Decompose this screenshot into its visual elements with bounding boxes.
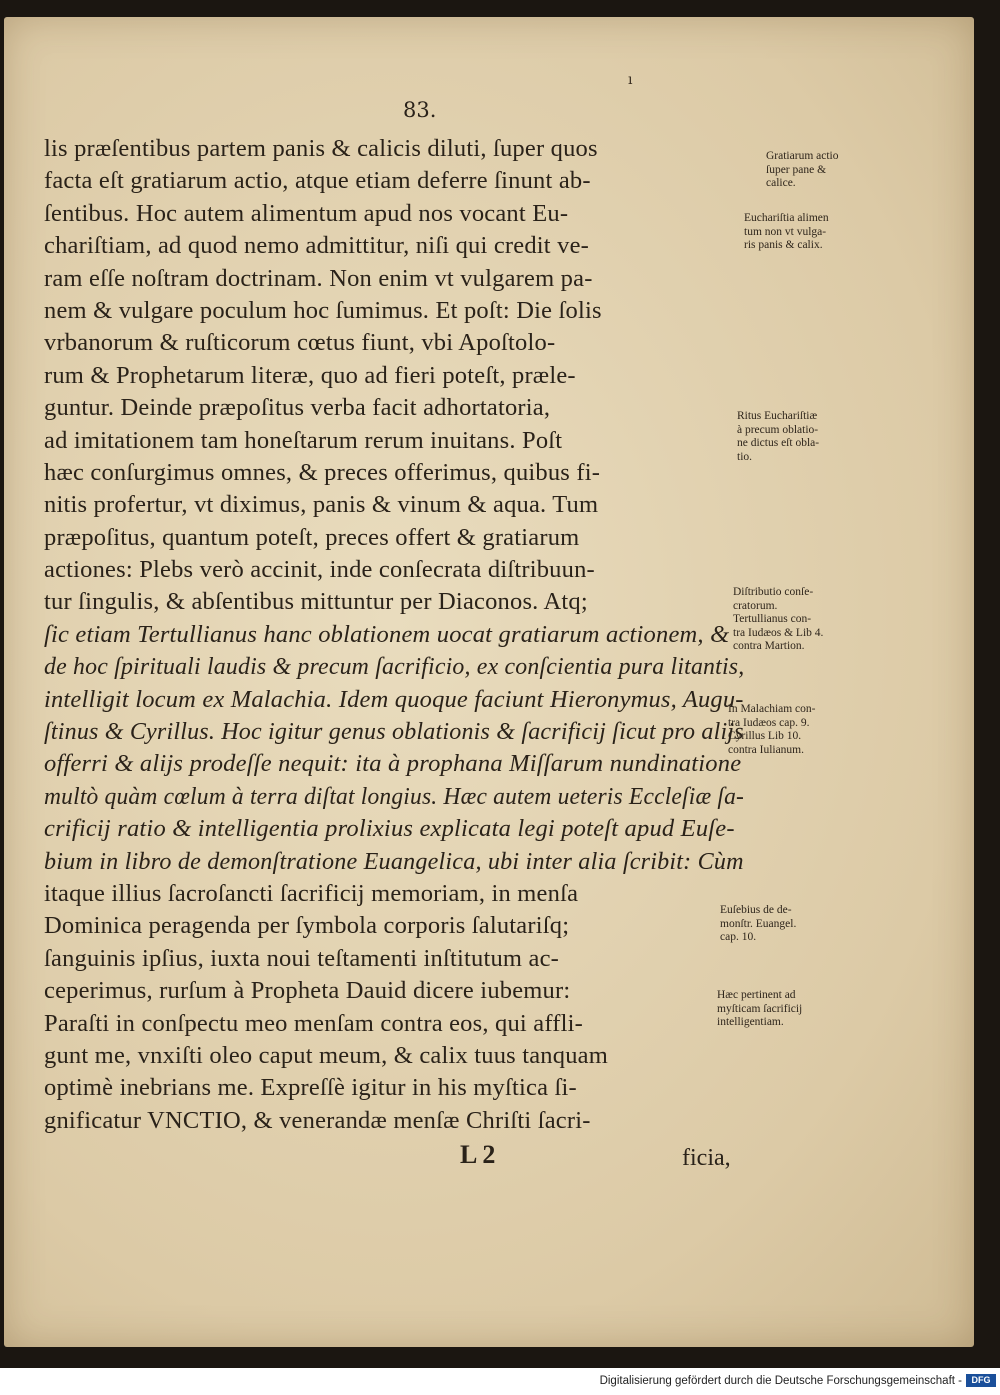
text-line: intelligit locum ex Malachia. Idem quoque faciunt Hieronymus, Augu- <box>44 685 744 713</box>
margin-note-line: tra Iudæos cap. 9. <box>728 716 810 729</box>
text-line: ceperimus, rurſum à Propheta Dauid dicere iubemur: <box>44 977 571 1005</box>
text-line: ſtinus & Cyrillus. Hoc igitur genus oblationis & ſacrificij ſicut pro alijs <box>44 718 744 746</box>
margin-note-line: tra Iudæos & Lib 4. <box>733 626 824 639</box>
text-line: ram eſſe noſtram doctrinam. Non enim vt vulgarem pa- <box>44 264 593 292</box>
margin-note-line: tio. <box>737 450 753 463</box>
text-line: de hoc ſpirituali laudis & precum ſacrificio, ex conſcientia pura litantis, <box>44 653 745 681</box>
margin-note-1 <box>766 150 916 191</box>
margin-note-line: contra Martion. <box>733 640 805 652</box>
text-line: bium in libro de demonſtratione Euangelica, ubi inter alia ſcribit: Cùm <box>44 847 744 875</box>
printer-mark: ı <box>628 72 633 88</box>
text-line: præpoſitus, quantum poteſt, preces offert & gratiarum <box>44 523 580 551</box>
margin-note-line: ris panis & calix. <box>744 239 823 251</box>
dfg-logo: DFG <box>966 1374 996 1387</box>
page-number: 83. <box>403 98 437 122</box>
text-line: tur ſingulis, & abſentibus mittuntur per Diaconos. Atq; <box>44 588 588 616</box>
text-line: actiones: Plebs verò accinit, inde conſecrata diſtribuun- <box>44 556 595 584</box>
text-line: Paraſti in conſpectu meo menſam contra eos, qui affli- <box>44 1009 583 1037</box>
text-line: facta eſt gratiarum actio, atque etiam deferre ſinunt ab- <box>44 167 591 195</box>
margin-note-line: calice. <box>766 177 796 189</box>
text-line: ſanguinis ipſius, iuxta noui teſtamenti inſtitutum ac- <box>44 944 560 972</box>
margin-note-line: Euſebius de de- <box>720 904 792 916</box>
margin-note-line: Hæc pertinent ad <box>717 989 796 1001</box>
footer-bar <box>0 1368 1000 1395</box>
text-line: offerri & alijs prodeſſe nequit: ita à prophana Miſſarum nundinatione <box>44 750 742 778</box>
text-line: itaque illius ſacroſancti ſacrificij memoriam, in menſa <box>44 879 579 907</box>
text-line: vrbanorum & ruſticorum cœtus fiunt, vbi Apoſtolo- <box>44 329 556 357</box>
text-line: gunt me, vnxiſti oleo caput meum, & calix tuus tanquam <box>44 1041 608 1069</box>
margin-note-line: Gratiarum actio <box>766 150 839 162</box>
text-line: multò quàm cœlum à terra diſtat longius. Hæc autem ueteris Eccleſiæ ſa- <box>44 782 745 810</box>
text-line: nem & vulgare poculum hoc ſumimus. Et poſt: Die ſolis <box>44 296 602 324</box>
margin-note-3 <box>737 410 887 464</box>
text-line: hæc conſurgimus omnes, & preces offerimus, quibus fi- <box>44 458 601 486</box>
margin-note-4 <box>733 586 883 654</box>
margin-note-line: intelligentiam. <box>717 1016 784 1028</box>
margin-note-6 <box>720 904 870 945</box>
margin-note-line: monſtr. Euangel. <box>720 917 797 930</box>
margin-note-line: Tertullianus con- <box>733 613 812 625</box>
margin-note-line: ſuper pane & <box>766 163 827 176</box>
text-line: nitis profertur, vt diximus, panis & vinum & aqua. Tum <box>44 491 599 519</box>
main-text-block <box>44 133 744 1137</box>
text-line: gnificatur VNCTIO, & venerandæ menſæ Chriſti ſacri- <box>44 1106 591 1134</box>
margin-note-2 <box>744 212 894 253</box>
text-line: chariſtiam, ad quod nemo admittitur, niſi qui credit ve- <box>44 232 589 260</box>
margin-note-line: tum non vt vulga- <box>744 225 827 238</box>
margin-note-line: Diſtributio conſe- <box>733 586 814 598</box>
margin-note-line: contra Iulianum. <box>728 743 805 756</box>
margin-note-line: myſticam ſacrificij <box>717 1002 803 1015</box>
signature-mark: L 2 <box>460 1140 496 1169</box>
text-line: ſic etiam Tertullianus hanc oblationem uocat gratiarum actionem, & <box>44 620 730 648</box>
text-line: optimè inebrians me. Expreſſè igitur in his myſtica ſi- <box>44 1074 577 1102</box>
catchword: ficia, <box>682 1145 731 1171</box>
text-line: rum & Prophetarum literæ, quo ad fieri poteſt, præle- <box>44 361 576 389</box>
text-line: lis præſentibus partem panis & calicis diluti, ſuper quos <box>44 135 598 162</box>
margin-note-line: Euchariſtia alimen <box>744 212 829 224</box>
margin-note-line: Cyrillus Lib 10. <box>728 730 802 742</box>
margin-note-line: à precum oblatio- <box>737 423 819 436</box>
text-line: Dominica peragenda per ſymbola corporis ſalutariſq; <box>44 912 570 940</box>
margin-note-7 <box>717 989 867 1030</box>
text-line: ſentibus. Hoc autem alimentum apud nos vocant Eu- <box>44 199 569 227</box>
margin-note-line: cratorum. <box>733 599 778 612</box>
margin-note-line: Ritus Euchariſtiæ <box>737 410 818 422</box>
margin-note-5 <box>728 703 878 757</box>
funding-credit: Digitalisierung gefördert durch die Deutsche Forschungsgemeinschaft - <box>599 1375 962 1387</box>
margin-note-line: In Malachiam con- <box>728 703 816 715</box>
text-line: guntur. Deinde præpoſitus verba facit adhortatoria, <box>44 394 551 422</box>
text-line: crificij ratio & intelligentia prolixius explicata legi poteſt apud Euſe- <box>44 815 735 843</box>
margin-note-line: cap. 10. <box>720 931 757 943</box>
margin-note-line: ne dictus eſt obla- <box>737 437 820 449</box>
text-line: ad imitationem tam honeſtarum rerum inuitans. Poſt <box>44 426 563 454</box>
